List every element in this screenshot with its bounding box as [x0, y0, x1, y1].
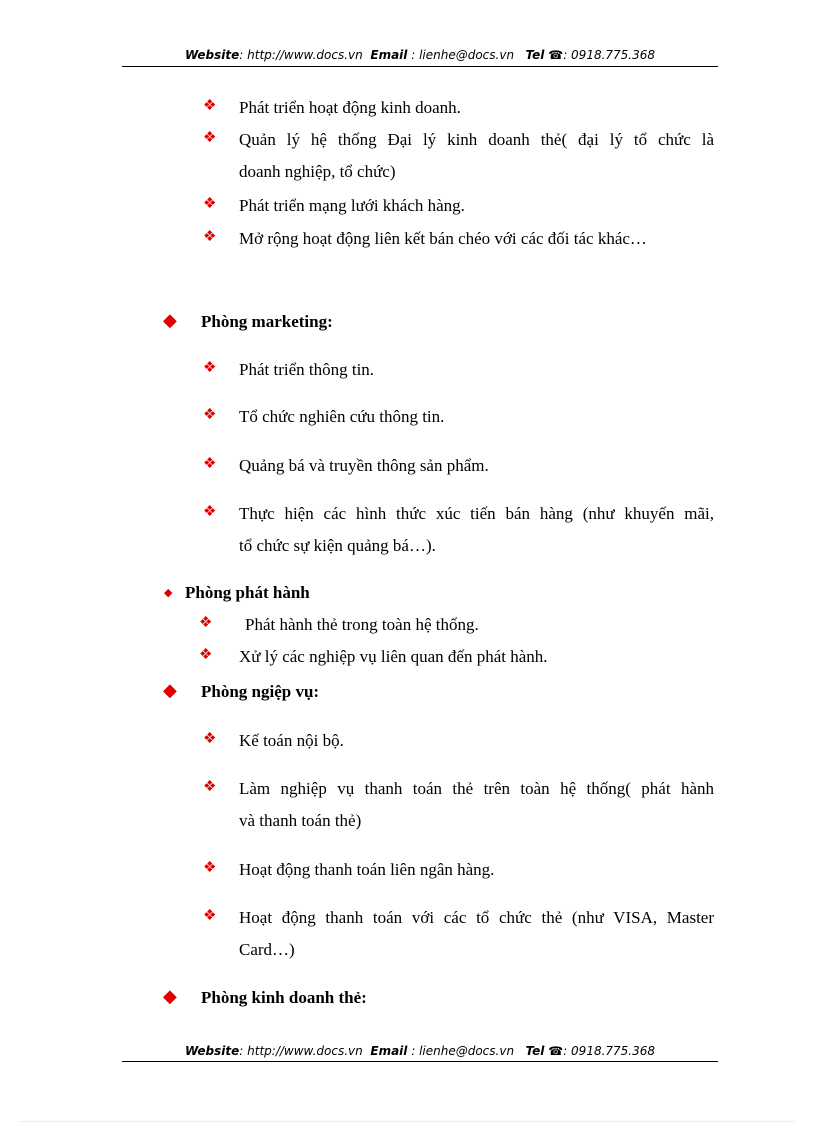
list-item-continuation: tổ chức sự kiện quảng bá…). — [239, 536, 436, 555]
sub-bullet-icon: ❖ — [203, 407, 217, 423]
footer-email-label: Email — [370, 1044, 408, 1058]
footer-rule — [122, 1061, 718, 1062]
diamond-bullet-icon: ◆ — [163, 310, 177, 330]
footer-tel-value: : 0918.775.368 — [563, 1044, 656, 1058]
list-item: Hoạt động thanh toán liên ngân hàng. — [239, 860, 495, 879]
page-header — [122, 48, 718, 62]
header-tel-value: : 0918.775.368 — [563, 48, 656, 62]
list-item: Kế toán nội bộ. — [239, 731, 344, 750]
sub-bullet-icon: ❖ — [203, 196, 217, 212]
sub-bullet-icon: ❖ — [199, 615, 213, 631]
sub-bullet-icon: ❖ — [203, 908, 217, 924]
list-item: Thực hiện các hình thức xúc tiến bán hàng (như khuyến mãi, — [239, 504, 714, 523]
phone-icon: ☎ — [548, 48, 564, 62]
list-item: Phát triển mạng lưới khách hàng. — [239, 196, 465, 215]
sub-bullet-icon: ❖ — [203, 731, 217, 747]
header-website-label: Website — [184, 48, 240, 62]
sub-bullet-icon: ❖ — [203, 360, 217, 376]
header-tel-label: Tel — [525, 48, 545, 62]
list-item-continuation: Card…) — [239, 940, 295, 959]
list-item: Làm nghiệp vụ thanh toán thẻ trên toàn hệ thống( phát hành — [239, 779, 714, 798]
footer-email-value[interactable]: : lienhe@docs.vn — [407, 1044, 515, 1058]
section-heading-kinh-doanh-the: Phòng kinh doanh thẻ: — [201, 988, 367, 1007]
list-item-continuation: doanh nghiệp, tổ chức) — [239, 162, 396, 181]
list-item: Tổ chức nghiên cứu thông tin. — [239, 407, 445, 426]
header-website-value[interactable]: : http://www.docs.vn — [239, 48, 363, 62]
section-heading-nghiep-vu: Phòng ngiệp vụ: — [201, 682, 320, 701]
list-item: Mở rộng hoạt động liên kết bán chéo với các đối tác khác… — [239, 229, 647, 248]
footer-tel-label: Tel — [525, 1044, 545, 1058]
sub-bullet-icon: ❖ — [203, 504, 217, 520]
list-item: Quảng bá và truyền thông sản phẩm. — [239, 456, 489, 475]
section-heading-marketing: Phòng marketing: — [201, 312, 333, 331]
header-email-label: Email — [370, 48, 408, 62]
sub-bullet-icon: ❖ — [203, 860, 217, 876]
sub-bullet-icon: ❖ — [203, 456, 217, 472]
phone-icon: ☎ — [548, 1044, 564, 1058]
diamond-bullet-icon: ◆ — [163, 986, 177, 1006]
page-footer — [122, 1044, 718, 1058]
list-item-continuation: và thanh toán thẻ) — [239, 811, 362, 830]
header-email-value[interactable]: : lienhe@docs.vn — [407, 48, 515, 62]
list-item: Hoạt động thanh toán với các tổ chức thẻ (như VISA, Master — [239, 908, 714, 927]
diamond-bullet-icon: ◆ — [164, 587, 173, 599]
diamond-bullet-icon: ◆ — [163, 680, 177, 700]
sub-bullet-icon: ❖ — [199, 647, 213, 663]
list-item: Xử lý các nghiệp vụ liên quan đến phát hành. — [239, 647, 548, 666]
sub-bullet-icon: ❖ — [203, 229, 217, 245]
list-item: Quản lý hệ thống Đại lý kinh doanh thẻ( đại lý tổ chức là — [239, 130, 714, 149]
footer-website-value[interactable]: : http://www.docs.vn — [239, 1044, 363, 1058]
list-item: Phát hành thẻ trong toàn hệ thống. — [245, 615, 479, 634]
footer-website-label: Website — [184, 1044, 240, 1058]
sub-bullet-icon: ❖ — [203, 98, 217, 114]
sub-bullet-icon: ❖ — [203, 779, 217, 795]
list-item: Phát triển hoạt động kinh doanh. — [239, 98, 461, 117]
list-item: Phát triển thông tin. — [239, 360, 375, 379]
section-heading-phat-hanh: Phòng phát hành — [185, 583, 310, 602]
page-edge-divider — [20, 1121, 796, 1122]
sub-bullet-icon: ❖ — [203, 130, 217, 146]
header-rule — [122, 66, 718, 67]
